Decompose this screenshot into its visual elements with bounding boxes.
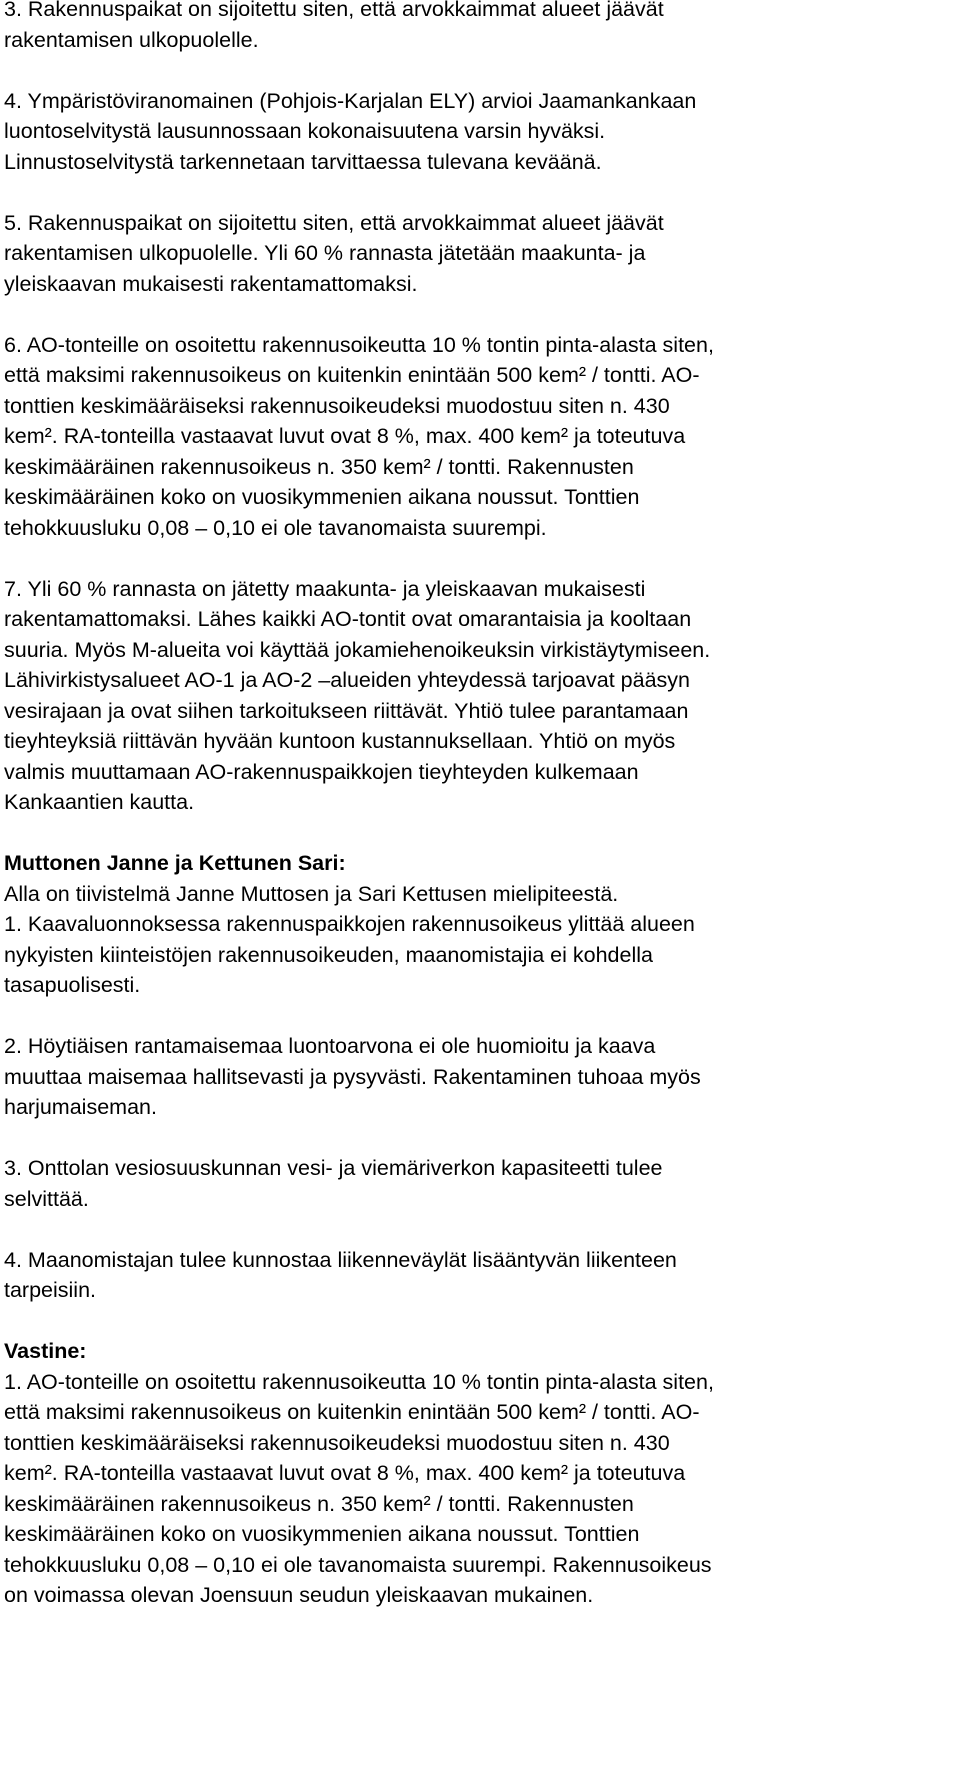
intro-item-5: 5. Rakennuspaikat on sijoitettu siten, että arvokkaimmat alueet jäävät rakentamisen ulkopuolelle. Yli 60 % rannasta jätetään maakunta- ja yleiskaavan mukaisesti rakentamattomaksi. <box>4 210 664 296</box>
section-summary: Alla on tiivistelmä Janne Muttosen ja Sari Kettusen mielipiteestä. <box>4 881 619 906</box>
intro-item-6: 6. AO-tonteille on osoitettu rakennusoikeutta 10 % tontin pinta-alasta siten, että maksimi rakennusoikeus on kuitenkin enintään 500 kem² / tontti. AO- tonttien keskimääräiseksi rakennusoikeudeksi muodostuu siten n. 430 kem². RA-tonteilla vastaavat luvut ovat 8 %, max. 400 kem² ja toteutuva keskimääräinen rakennusoikeus n. 350 kem² / tontti. Rakennusten keskimääräinen koko on vuosikymmenien aikana noussut. Tonttien tehokkuusluku 0,08 – 0,10 ei ole tavanomaista suurempi. <box>4 332 714 540</box>
intro-item-4: 4. Ympäristöviranomainen (Pohjois-Karjalan ELY) arvioi Jaamankankaan luontoselvitystä lausunnossaan kokonaisuutena varsin hyväksi. Linnustoselvitystä tarkennetaan tarvittaessa tulevana keväänä. <box>4 88 697 174</box>
reply-heading: Vastine: <box>4 1339 87 1363</box>
reply-item-1: 1. AO-tonteille on osoitettu rakennusoikeutta 10 % tontin pinta-alasta siten, että maksimi rakennusoikeus on kuitenkin enintään 500 kem² / tontti. AO- tonttien keskimääräiseksi rakennusoikeudeksi muodostuu siten n. 430 kem². RA-tonteilla vastaavat luvut ovat 8 %, max. 400 kem² ja toteutuva keskimääräinen rakennusoikeus n. 350 kem² / tontti. Rakennusten keskimääräinen koko on vuosikymmenien aikana noussut. Tonttien tehokkuusluku 0,08 – 0,10 ei ole tavanomaista suurempi. Rakennusoikeus on voimassa olevan Joensuun seudun yleiskaavan mukainen. <box>4 1369 714 1607</box>
section-item-4: 4. Maanomistajan tulee kunnostaa liikenneväylät lisääntyvän liikenteen tarpeisiin. <box>4 1247 677 1302</box>
section-item-3: 3. Onttolan vesiosuuskunnan vesi- ja viemäriverkon kapasiteetti tulee selvittää. <box>4 1156 663 1211</box>
document-page <box>4 0 954 1611</box>
intro-item-7: 7. Yli 60 % rannasta on jätetty maakunta- ja yleiskaavan mukaisesti rakentamattomaksi. Lähes kaikki AO-tontit ovat omarantaisia ja kooltaan suuria. Myös M-alueita voi käyttää jokamiehenoikeuksin virkistäytymiseen. Lähivirkistysalueet AO-1 ja AO-2 –alueiden yhteydessä tarjoavat pääsyn vesirajaan ja ovat siihen tarkoitukseen riittävät. Yhtiö tulee parantamaan tieyhteyksiä riittävän hyvään kuntoon kustannuksellaan. Yhtiö on myös valmis muuttamaan AO-rakennuspaikkojen tieyhteyden kulkemaan Kankaantien kautta. <box>4 576 711 814</box>
intro-item-3: 3. Rakennuspaikat on sijoitettu siten, että arvokkaimmat alueet jäävät rakentamisen ulkopuolelle. <box>4 0 664 52</box>
section-item-2: 2. Höytiäisen rantamaisemaa luontoarvona ei ole huomioitu ja kaava muuttaa maisemaa hallitsevasti ja pysyvästi. Rakentaminen tuhoaa myös harjumaiseman. <box>4 1034 701 1119</box>
section-heading: Muttonen Janne ja Kettunen Sari: <box>4 851 346 875</box>
section-item-1: 1. Kaavaluonnoksessa rakennuspaikkojen rakennusoikeus ylittää alueen nykyisten kiinteistöjen rakennusoikeuden, maanomistajia ei kohdella tasapuolisesti. <box>4 912 695 997</box>
